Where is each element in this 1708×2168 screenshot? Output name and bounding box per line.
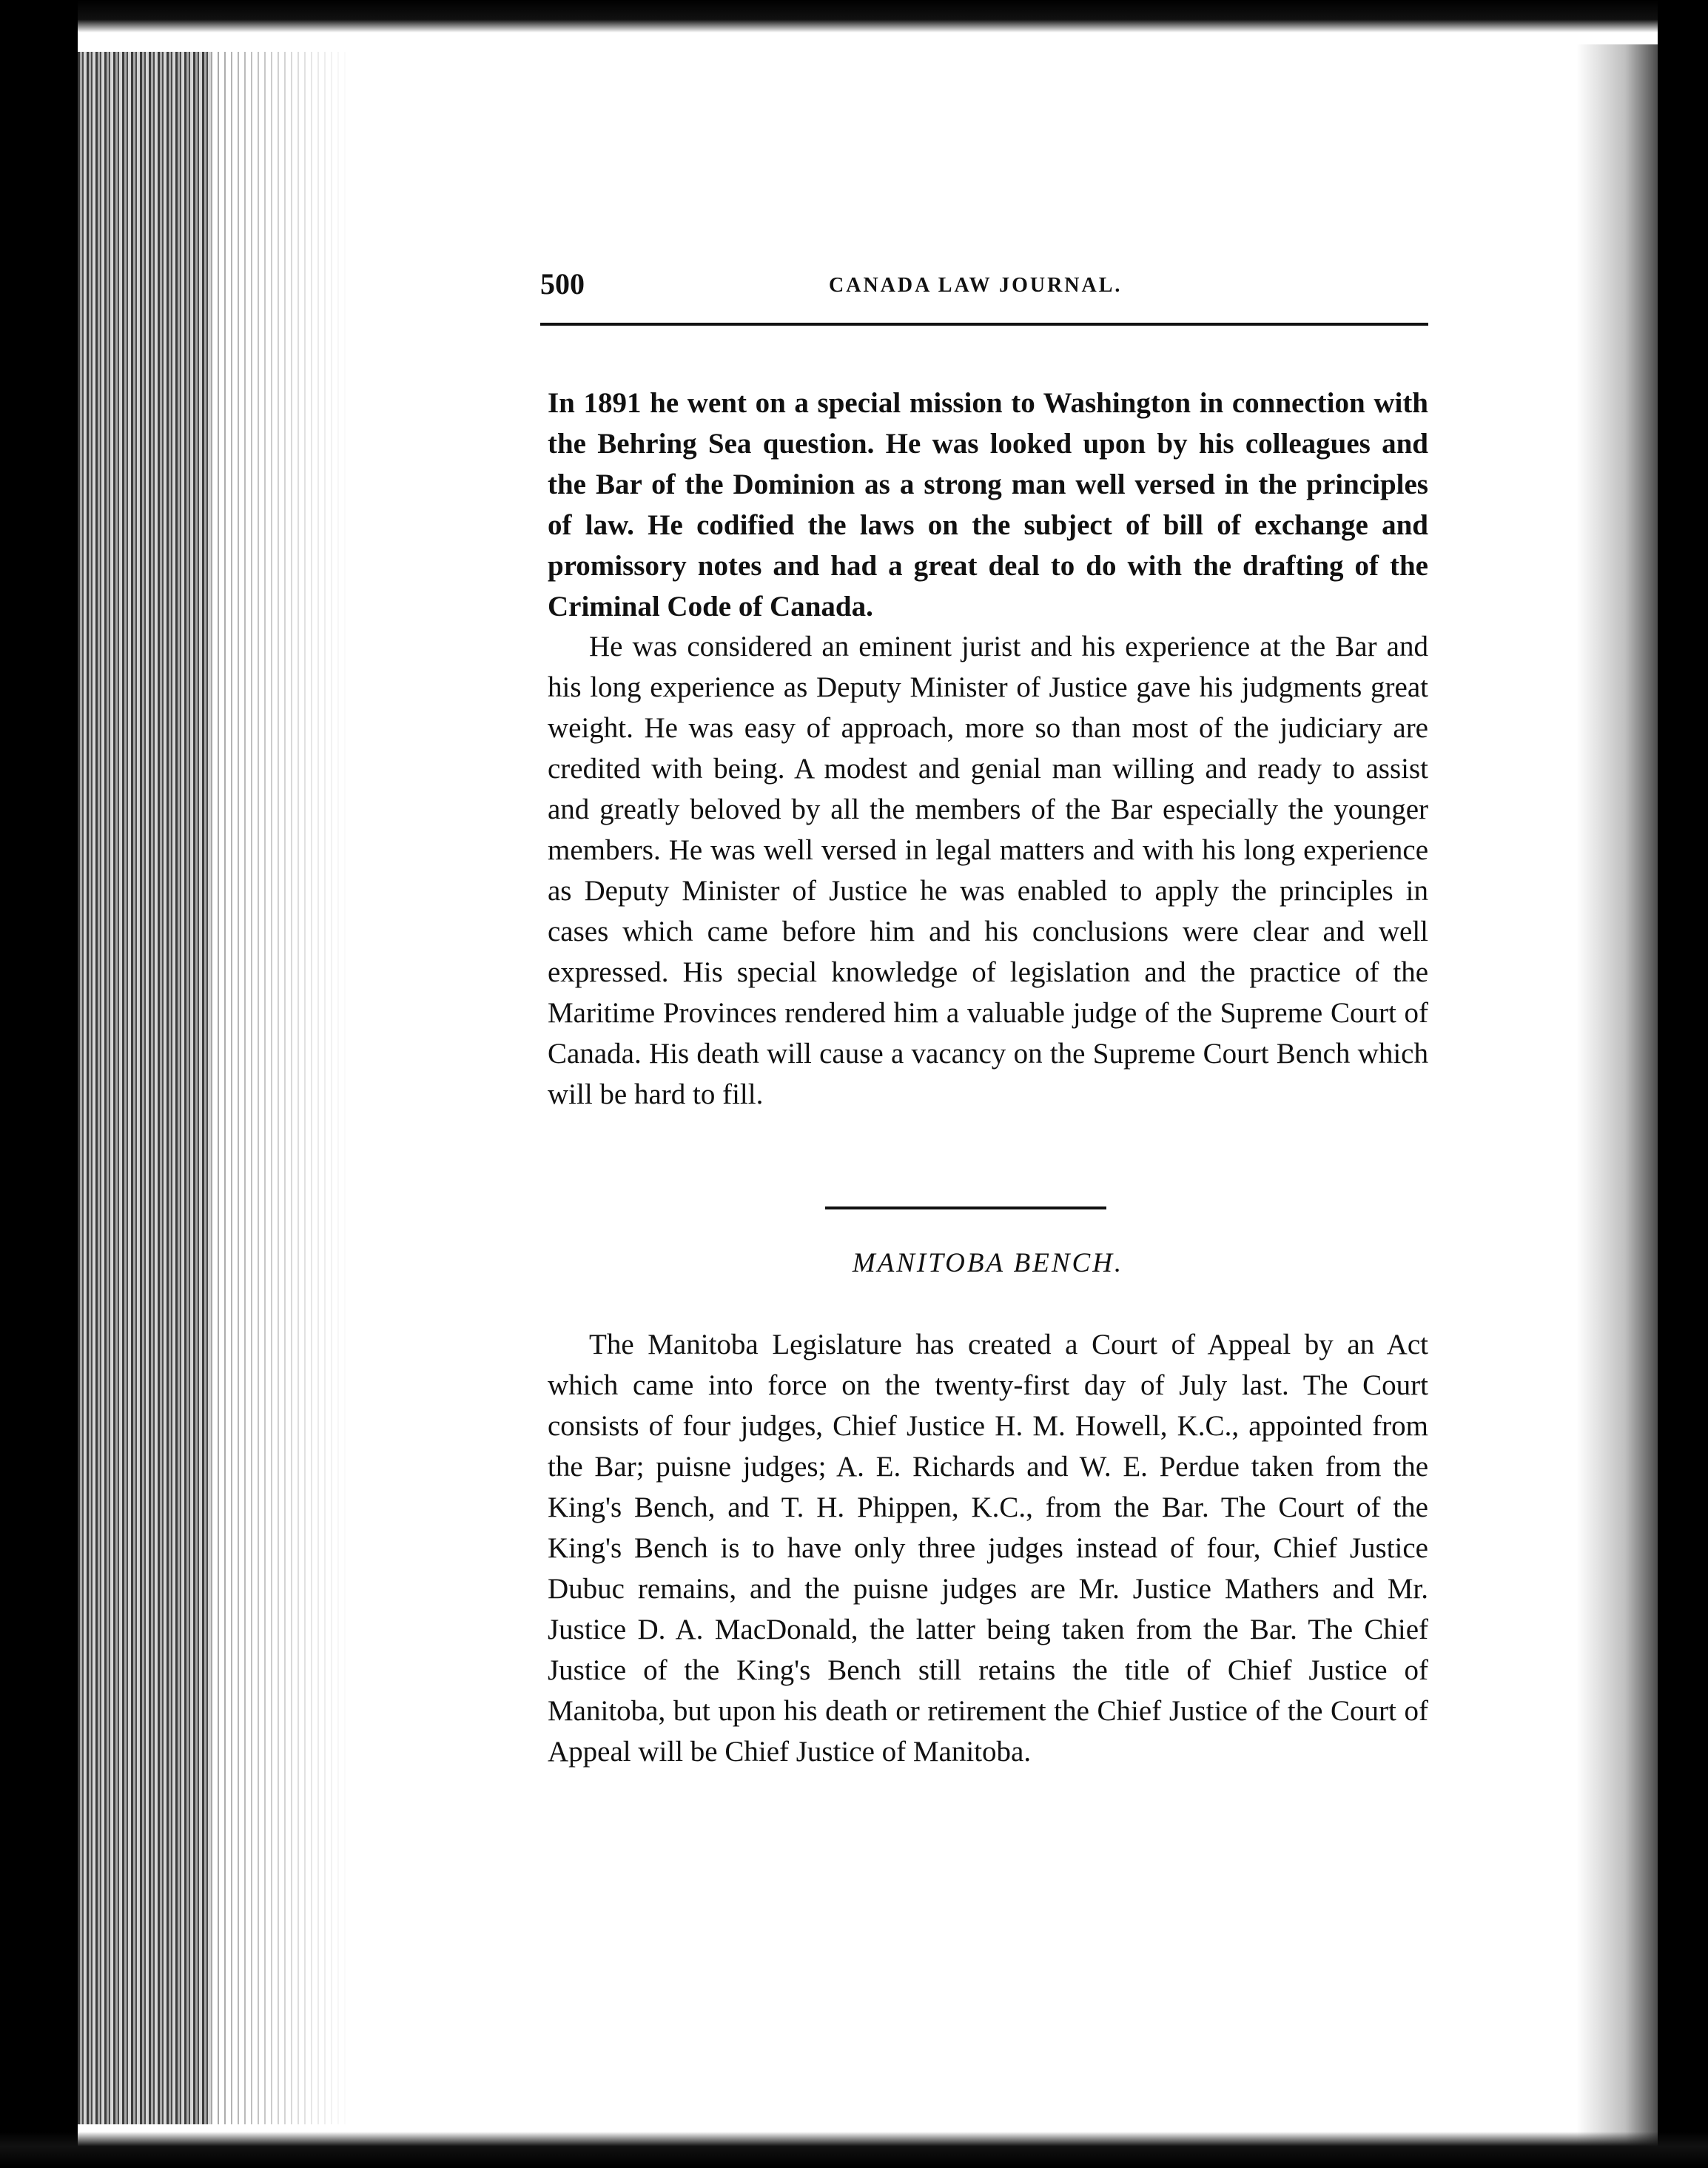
paragraph-3: The Manitoba Legislature has created a Court of Appeal by an Act which came into force on the twenty-first day of July last. The Court consists of four judges, Chief Justice H. M. Howell, K.C., appointed from the Bar; puisne judges; A. E. Richards and W. E. Perdue taken from the King's Bench, and T. H. Phippen, K.C., from the Bar. The Court of the King's Bench is to have only three judges instead of four, Chief Justice Dubuc remains, and the puisne judges are Mr. Justice Mathers and Mr. Justice D. A. MacDonald, the latter being taken from the Bar. The Chief Justice of the King's Bench still retains the title of Chief Justice of Manitoba, but upon his death or retirement the Chief Justice of the Court of Appeal will be Chief Justice of Manitoba. <box>548 1329 1428 1768</box>
book-gutter <box>78 52 211 2124</box>
page-header <box>540 266 1428 311</box>
scan-right-edge <box>1658 0 1708 2168</box>
header-rule <box>540 323 1428 326</box>
page-number: 500 <box>540 267 585 301</box>
scan-bottom-edge <box>0 2132 1708 2168</box>
section-heading: MANITOBA BENCH. <box>852 1248 1124 1278</box>
page-curl-shadow <box>1576 44 1658 2161</box>
running-head: CANADA LAW JOURNAL. <box>829 274 1123 297</box>
scan-top-edge <box>0 0 1708 33</box>
scan-left-edge <box>0 0 78 2168</box>
paragraph-1: In 1891 he went on a special mission to Washington in connection with the Behring Sea question. He was looked upon by his colleagues and the Bar of the Dominion as a strong man well versed in the principles of law. He codified the laws on the subject of bill of exchange and promissory notes and had a great deal to do with the drafting of the Criminal Code of Canada. <box>548 387 1428 622</box>
book-gutter-fade <box>211 52 352 2124</box>
section-divider <box>825 1207 1106 1209</box>
paragraph-2: He was considered an eminent jurist and his experience at the Bar and his long experience as Deputy Minister of Justice gave his judgments great weight. He was easy of approach, more so than most of the judiciary are credited with being. A modest and genial man willing and ready to assist and greatly beloved by all the members of the Bar especially the younger members. He was well versed in legal matters and with his long experience as Deputy Minister of Justice he was enabled to apply the principles in cases which came before him and his conclusions were clear and well expressed. His special knowledge of legislation and the practice of the Maritime Provinces rendered him a valuable judge of the Supreme Court of Canada. His death will cause a vacancy on the Supreme Court Bench which will be hard to fill. <box>548 631 1428 1110</box>
